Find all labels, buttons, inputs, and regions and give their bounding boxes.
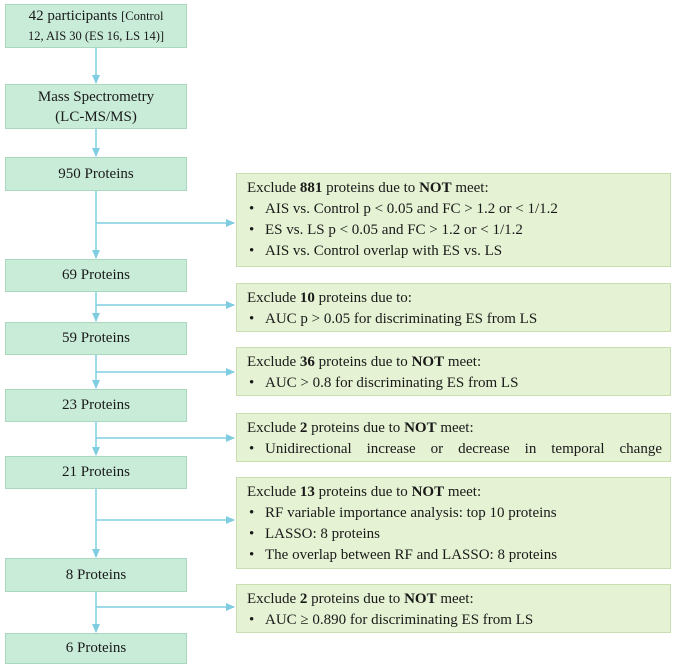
stage-label: 23 Proteins (62, 397, 130, 413)
mass-spec-title: Mass Spectrometry (37, 88, 155, 105)
criterion-item: • Unidirectional increase or decrease in temporal change (247, 439, 662, 460)
stage-950-proteins (5, 157, 187, 191)
stage-69-proteins (5, 259, 187, 292)
exclusion-box-3 (236, 347, 671, 396)
criteria-list (247, 199, 662, 262)
exclusion-heading: Exclude 36 proteins due to NOT meet: (247, 354, 482, 370)
criterion-item: • AUC > 0.8 for discriminating ES from LS (247, 373, 662, 394)
stage-mass-spectrometry (5, 84, 187, 129)
exclusion-emphasis: NOT (419, 180, 452, 196)
criteria-list (247, 503, 662, 566)
stage-8-proteins (5, 558, 187, 592)
exclusion-box-6 (236, 584, 671, 633)
mass-spec-method: (LC-MS/MS) (55, 108, 137, 125)
exclusion-emphasis: NOT (404, 591, 437, 607)
exclusion-emphasis: NOT (404, 420, 437, 436)
stage-label: 59 Proteins (62, 330, 130, 346)
criteria-list (247, 309, 662, 330)
exclusion-heading: Exclude 2 proteins due to NOT meet: (247, 591, 474, 607)
stage-23-proteins (5, 389, 187, 422)
exclusion-box-1 (236, 173, 671, 267)
criterion-item: • The overlap between RF and LASSO: 8 proteins (247, 545, 662, 566)
exclusion-heading: Exclude 881 proteins due to NOT meet: (247, 180, 489, 196)
criterion-item: • AIS vs. Control p < 0.05 and FC > 1.2 or < 1/1.2 (247, 199, 662, 220)
exclusion-count: 2 (299, 591, 308, 607)
exclusion-box-2 (236, 283, 671, 332)
criteria-list (247, 610, 662, 631)
exclusion-count: 10 (299, 290, 315, 306)
criterion-item: • AUC p > 0.05 for discriminating ES from LS (247, 309, 662, 330)
exclusion-heading: Exclude 10 proteins due to: (247, 290, 412, 306)
criteria-list (247, 439, 662, 460)
participants-groups: 12, AIS 30 (ES 16, LS 14)] (27, 29, 165, 43)
stage-59-proteins (5, 322, 187, 355)
exclusion-box-5 (236, 477, 671, 569)
stage-label: 8 Proteins (65, 566, 127, 583)
stage-label: 950 Proteins (58, 165, 134, 182)
criteria-list (247, 373, 662, 394)
stage-6-proteins (5, 633, 187, 664)
criterion-item: • AIS vs. Control overlap with ES vs. LS (247, 241, 662, 262)
participants-count: 42 participants (28, 8, 118, 24)
criterion-item: • LASSO: 8 proteins (247, 524, 662, 545)
stage-label: 21 Proteins (62, 464, 130, 480)
exclusion-heading: Exclude 2 proteins due to NOT meet: (247, 420, 474, 436)
exclusion-count: 13 (299, 484, 315, 500)
exclusion-box-4 (236, 413, 671, 462)
stage-label: 69 Proteins (62, 267, 130, 283)
participants-detail: [Control (121, 9, 164, 23)
exclusion-count: 36 (299, 354, 315, 370)
criterion-item: • ES vs. LS p < 0.05 and FC > 1.2 or < 1/1.2 (247, 220, 662, 241)
stage-label: 6 Proteins (65, 640, 127, 656)
stage-21-proteins (5, 456, 187, 489)
exclusion-emphasis: NOT (411, 484, 445, 500)
criterion-item: • RF variable importance analysis: top 10 proteins (247, 503, 662, 524)
exclusion-heading: Exclude 13 proteins due to NOT meet: (247, 484, 482, 500)
exclusion-count: 2 (299, 420, 308, 436)
stage-participants (5, 4, 187, 48)
criterion-item: • AUC ≥ 0.890 for discriminating ES from LS (247, 610, 662, 631)
exclusion-emphasis: NOT (411, 354, 445, 370)
exclusion-count: 881 (299, 180, 323, 196)
